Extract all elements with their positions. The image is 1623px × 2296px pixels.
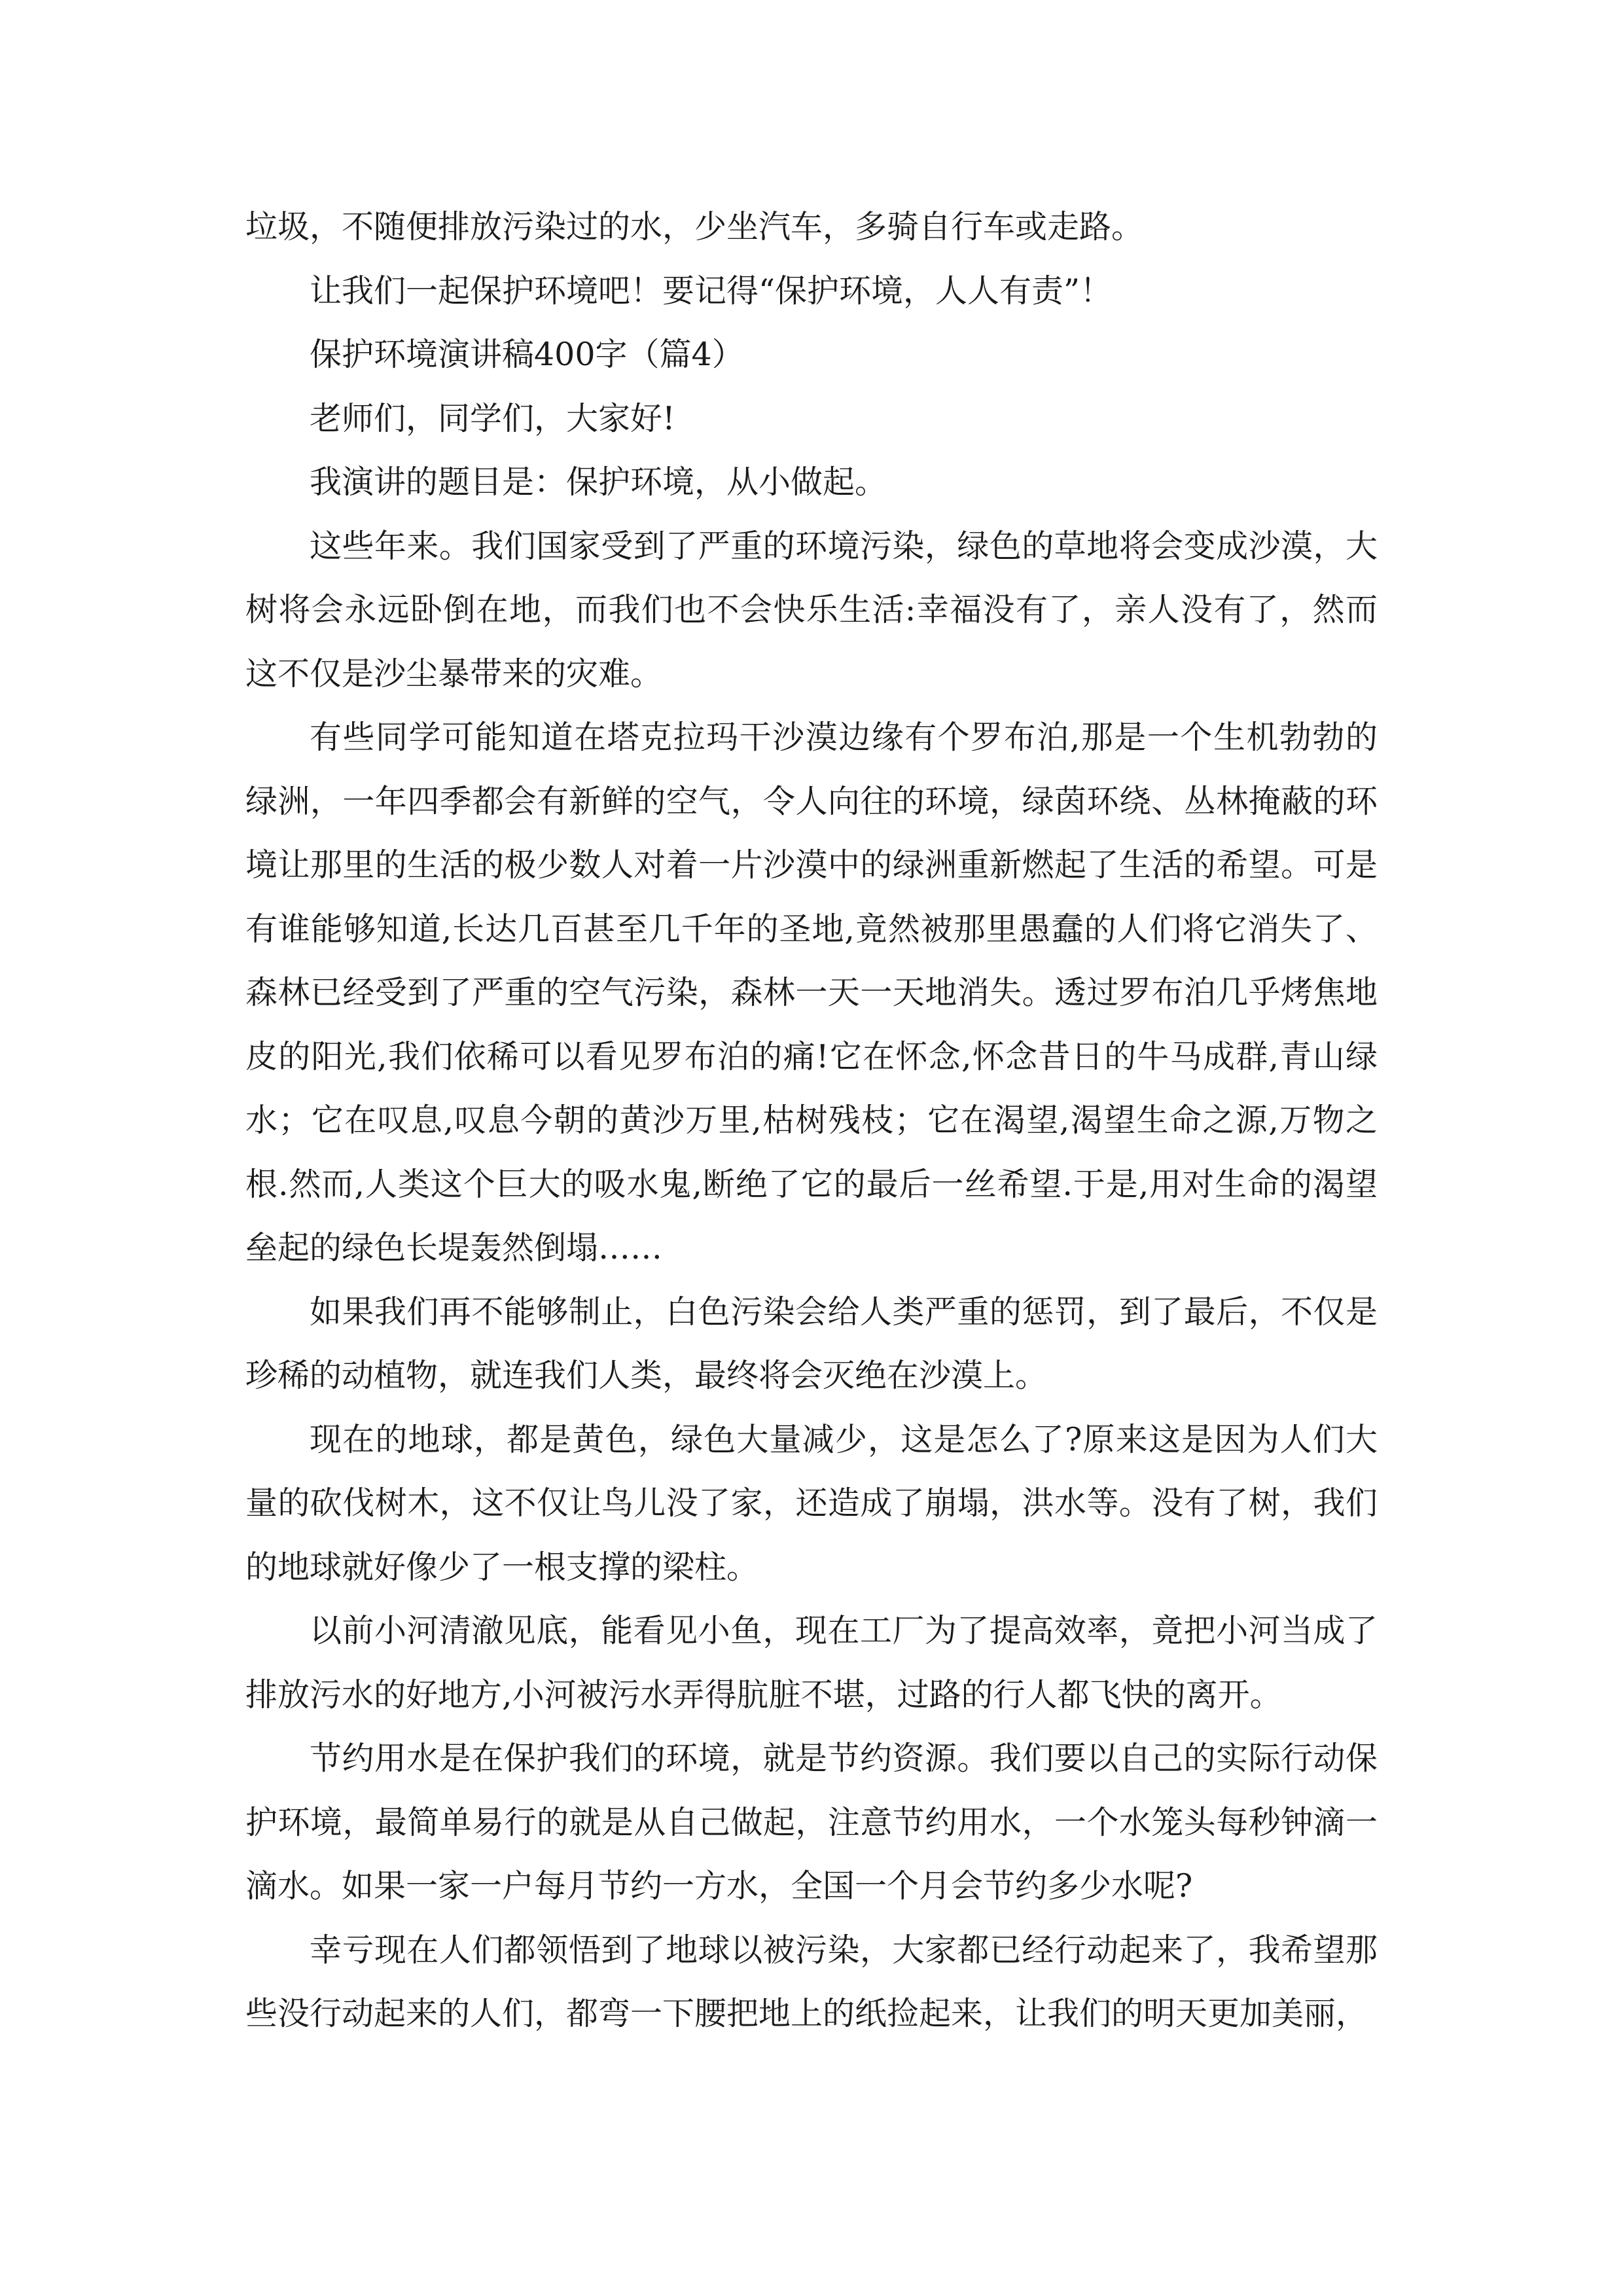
paragraph-8: 如果我们再不能够制止，白色污染会给人类严重的惩罚，到了最后，不仅是珍稀的动植物，就连我们人类，最终将会灭绝在沙漠上。 (245, 1293, 1378, 1394)
paragraph-9: 现在的地球，都是黄色，绿色大量减少，这是怎么了?原来这是因为人们大量的砍伐树木，这不仅让鸟儿没了家，还造成了崩塌，洪水等。没有了树，我们的地球就好像少了一根支撑的梁柱。 (245, 1420, 1378, 1586)
speech-topic: 我演讲的题目是：保护环境，从小做起。 (310, 463, 887, 501)
paragraph-1: 垃圾，不随便排放污染过的水，少坐汽车，多骑自行车或走路。 (245, 208, 1144, 245)
greeting: 老师们，同学们，大家好! (310, 399, 675, 437)
paragraph-12: 幸亏现在人们都领悟到了地球以被污染，大家都已经行动起来了，我希望那些没行动起来的人们，都弯一下腰把地上的纸捡起来，让我们的明天更加美丽， (245, 1931, 1378, 2032)
paragraph-11: 节约用水是在保护我们的环境，就是节约资源。我们要以自己的实际行动保护环境，最简单易行的就是从自己做起，注意节约用水，一个水笼头每秒钟滴一滴水。如果一家一户每月节约一方水，全国一个月会节约多少水呢? (245, 1740, 1378, 1905)
paragraph-6: 这些年来。我们国家受到了严重的环境污染，绿色的草地将会变成沙漠，大树将会永远卧倒在地，而我们也不会快乐生活:幸福没有了，亲人没有了，然而这不仅是沙尘暴带来的灾难。 (245, 527, 1378, 692)
section-heading: 保护环境演讲稿400字（篇4） (310, 336, 744, 373)
document-body (245, 195, 1378, 2046)
paragraph-2: 让我们一起保护环境吧！要记得“保护环境，人人有责”！ (310, 272, 1113, 310)
paragraph-10: 以前小河清澈见底，能看见小鱼，现在工厂为了提高效率，竟把小河当成了排放污水的好地方,小河被污水弄得肮脏不堪，过路的行人都飞快的离开。 (245, 1612, 1378, 1713)
paragraph-7: 有些同学可能知道在塔克拉玛干沙漠边缘有个罗布泊,那是一个生机勃勃的绿洲，一年四季都会有新鲜的空气，令人向往的环境，绿茵环绕、丛林掩蔽的环境让那里的生活的极少数人对着一片沙漠中的绿洲重新燃起了生活的希望。可是有谁能够知道,长达几百甚至几千年的圣地,竟然被那里愚蠢的人们将它消失了、森林已经受到了严重的空气污染，森林一天一天地消失。透过罗布泊几乎烤焦地皮的阳光,我们依稀可以看见罗布泊的痛!它在怀念,怀念昔日的牛马成群,青山绿水；它在叹息,叹息今朝的黄沙万里,枯树残枝；它在渴望,渴望生命之源,万物之根.然而,人类这个巨大的吸水鬼,断绝了它的最后一丝希望.于是,用对生命的渴望垒起的绿色长堤轰然倒塌…… (245, 719, 1378, 1266)
